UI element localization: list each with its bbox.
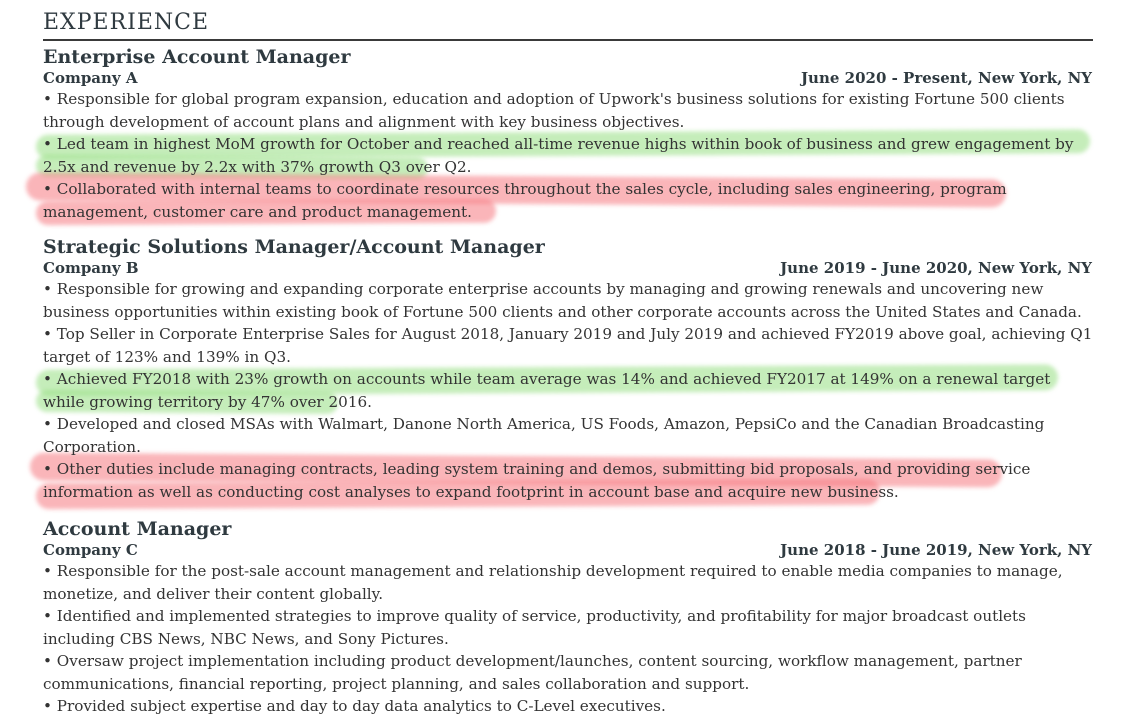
section-title: EXPERIENCE (43, 10, 210, 35)
job-title: Account Manager (43, 518, 232, 540)
job-bullet: • Responsible for global program expansion, education and adoption of Upwork's business solutions for existing Fortune 500 clients through development of account plans and alignment with key business objectives. (43, 90, 1065, 131)
job-dates-location: June 2020 - Present, New York, NY (800, 69, 1092, 87)
job-title: Enterprise Account Manager (43, 46, 351, 68)
job-bullet: • Developed and closed MSAs with Walmart, Danone North America, US Foods, Amazon, PepsiCo and the Canadian Broadcasting Corporation. (43, 415, 1045, 456)
job-bullet: • Led team in highest MoM growth for October and reached all-time revenue highs within book of business and grew engagement by 2.5x and revenue by 2.2x with 37% growth Q3 over Q2. (43, 135, 1074, 176)
job-dates-location: June 2018 - June 2019, New York, NY (780, 541, 1092, 559)
job-bullet: • Identified and implemented strategies to improve quality of service, productivity, and profitability for major broadcast outlets including CBS News, NBC News, and Sony Pictures. (43, 607, 1026, 648)
job-title: Strategic Solutions Manager/Account Manager (43, 236, 545, 258)
job-bullet: • Collaborated with internal teams to coordinate resources throughout the sales cycle, including sales engineering, program management, customer care and product management. (43, 180, 1007, 221)
company-name: Company B (43, 259, 139, 277)
job-bullet: • Other duties include managing contracts, leading system training and demos, submitting bid proposals, and providing service information as well as conducting cost analyses to expand footprint in account base and acquire new business. (43, 460, 1031, 501)
job-bullet: • Provided subject expertise and day to day data analytics to C-Level executives. (43, 697, 666, 715)
job-bullet: • Oversaw project implementation including product development/launches, content sourcing, workflow management, partner communications, financial reporting, project planning, and sales collaboration and support. (43, 652, 1022, 693)
job-dates-location: June 2019 - June 2020, New York, NY (780, 259, 1092, 277)
section-divider (43, 39, 1093, 41)
job-bullet: • Responsible for the post-sale account management and relationship development required to enable media companies to manage, monetize, and deliver their content globally. (43, 562, 1063, 603)
company-name: Company A (43, 69, 138, 87)
job-bullet: • Achieved FY2018 with 23% growth on accounts while team average was 14% and achieved FY2017 at 149% on a renewal target while growing territory by 47% over 2016. (43, 370, 1051, 411)
job-bullet: • Responsible for growing and expanding corporate enterprise accounts by managing and growing renewals and uncovering new business opportunities within existing book of Fortune 500 clients and other corporate accounts across the United States and Canada. (43, 280, 1082, 321)
job-bullet: • Top Seller in Corporate Enterprise Sales for August 2018, January 2019 and July 2019 and achieved FY2019 above goal, achieving Q1 target of 123% and 139% in Q3. (43, 325, 1093, 366)
company-name: Company C (43, 541, 138, 559)
